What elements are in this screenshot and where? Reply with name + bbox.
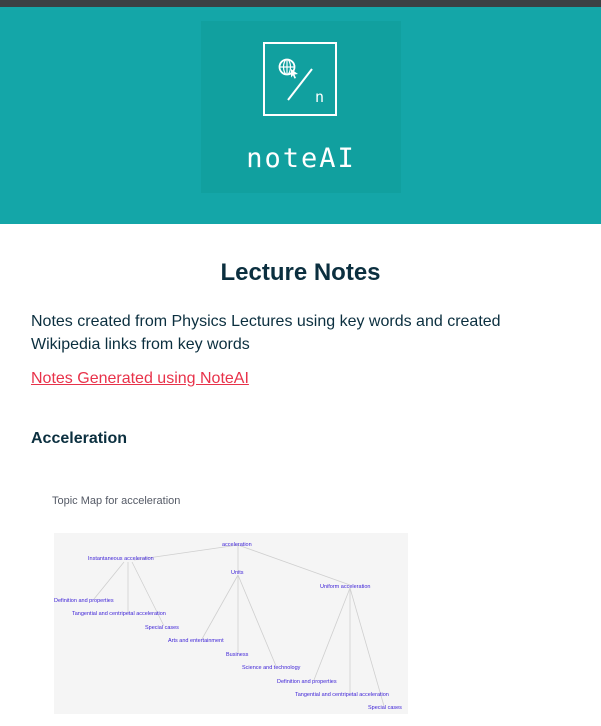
topic-node-special-2[interactable]: Special cases	[368, 705, 402, 711]
edge-uniform-definition	[314, 588, 350, 680]
topic-node-tangential-2[interactable]: Tangential and centripetal acceleration	[295, 692, 389, 698]
topic-node-arts[interactable]: Arts and entertainment	[168, 638, 224, 644]
topic-map-svg	[54, 533, 408, 714]
brand-name: noteAI	[246, 143, 356, 174]
topic-node-special-1[interactable]: Special cases	[145, 625, 179, 631]
globe-cursor-icon	[280, 60, 299, 79]
topic-node-instantaneous[interactable]: Instantaneous acceleration	[88, 556, 154, 562]
topic-node-definition-2[interactable]: Definition and properties	[277, 679, 337, 685]
edge-instantaneous-definition	[94, 562, 124, 599]
topic-node-science[interactable]: Science and technology	[242, 665, 301, 671]
topic-node-definition-1[interactable]: Definition and properties	[54, 598, 114, 604]
topic-node-business[interactable]: Business	[226, 652, 249, 658]
logo-frame	[263, 42, 337, 116]
notes-generated-link[interactable]: Notes Generated using NoteAI	[31, 370, 249, 387]
topic-node-units[interactable]: Units	[231, 570, 244, 576]
edge-units-arts	[202, 575, 238, 639]
logo-letter: n	[315, 88, 325, 106]
topic-map	[54, 533, 408, 714]
edge-root-uniform	[238, 545, 350, 585]
noteai-logo[interactable]	[201, 21, 401, 193]
topic-map-title: Topic Map for acceleration	[52, 495, 181, 507]
browser-top-bar	[0, 0, 601, 7]
logo-mark	[265, 44, 335, 114]
topic-node-root[interactable]: acceleration	[222, 542, 252, 548]
page-title: Lecture Notes	[220, 259, 381, 286]
section-heading: Acceleration	[31, 430, 128, 447]
page-description: Notes created from Physics Lectures using key words and created Wikipedia links from key words	[31, 313, 501, 353]
edge-uniform-special	[350, 588, 384, 706]
main-content	[0, 224, 601, 726]
topic-node-uniform[interactable]: Uniform acceleration	[320, 584, 371, 590]
site-header	[0, 7, 601, 224]
topic-node-tangential-1[interactable]: Tangential and centripetal acceleration	[72, 611, 166, 617]
